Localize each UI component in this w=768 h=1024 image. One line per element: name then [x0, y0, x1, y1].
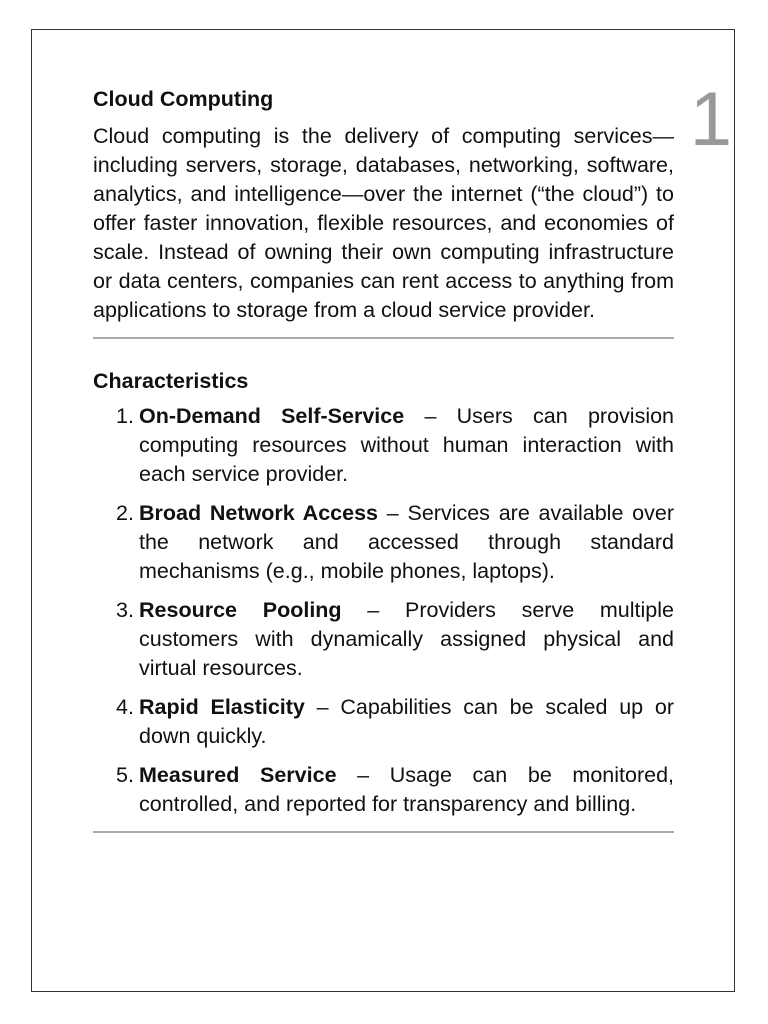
list-item-number: 1. [116, 404, 134, 428]
list-item-term: On-Demand Self-Service [139, 404, 405, 428]
list-item-number: 3. [116, 598, 134, 622]
list-item-number: 4. [116, 695, 134, 719]
list-item [93, 761, 674, 819]
intro-paragraph: Cloud computing is the delivery of computing services—including servers, storage, databases, networking, software, analytics, and intelligence—over the internet (“the cloud”) to offer faster innovation, flexible resources, and economies of scale. Instead of owning their own computing infrastructure or data centers, companies can rent access to anything from applications to storage from a cloud service provider. [93, 124, 674, 322]
list-item-term: Rapid Elasticity [139, 695, 305, 719]
list-item-description: – Usage can be monitored, controlled, and reported for transparency and billing. [139, 763, 674, 816]
list-item [93, 596, 674, 683]
list-item [93, 499, 674, 586]
list-item-number: 2. [116, 501, 134, 525]
page-content [93, 84, 674, 833]
list-item-description: – Users can provision computing resources without human interaction with each service provider. [139, 404, 675, 486]
list-item-number: 5. [116, 763, 134, 787]
list-item-description: – Services are available over the network and accessed through standard mechanisms (e.g., mobile phones, laptops). [139, 501, 675, 583]
list-item-description: – Capabilities can be scaled up or down quickly. [139, 695, 674, 748]
section-title-cloud-computing: Cloud Computing [93, 87, 274, 111]
characteristics-section [93, 366, 674, 833]
list-item-term: Measured Service [139, 763, 337, 787]
list-item [93, 693, 674, 751]
list-item-term: Resource Pooling [139, 598, 342, 622]
list-item-term: Broad Network Access [139, 501, 378, 525]
section-divider [93, 337, 674, 339]
intro-section [93, 84, 674, 339]
section-title-characteristics: Characteristics [93, 369, 249, 393]
list-item-description: – Providers serve multiple customers with dynamically assigned physical and virtual resources. [139, 598, 674, 680]
characteristics-list [93, 402, 674, 819]
list-item [93, 402, 674, 489]
page-number: 1 [689, 77, 732, 162]
section-divider [93, 831, 674, 833]
